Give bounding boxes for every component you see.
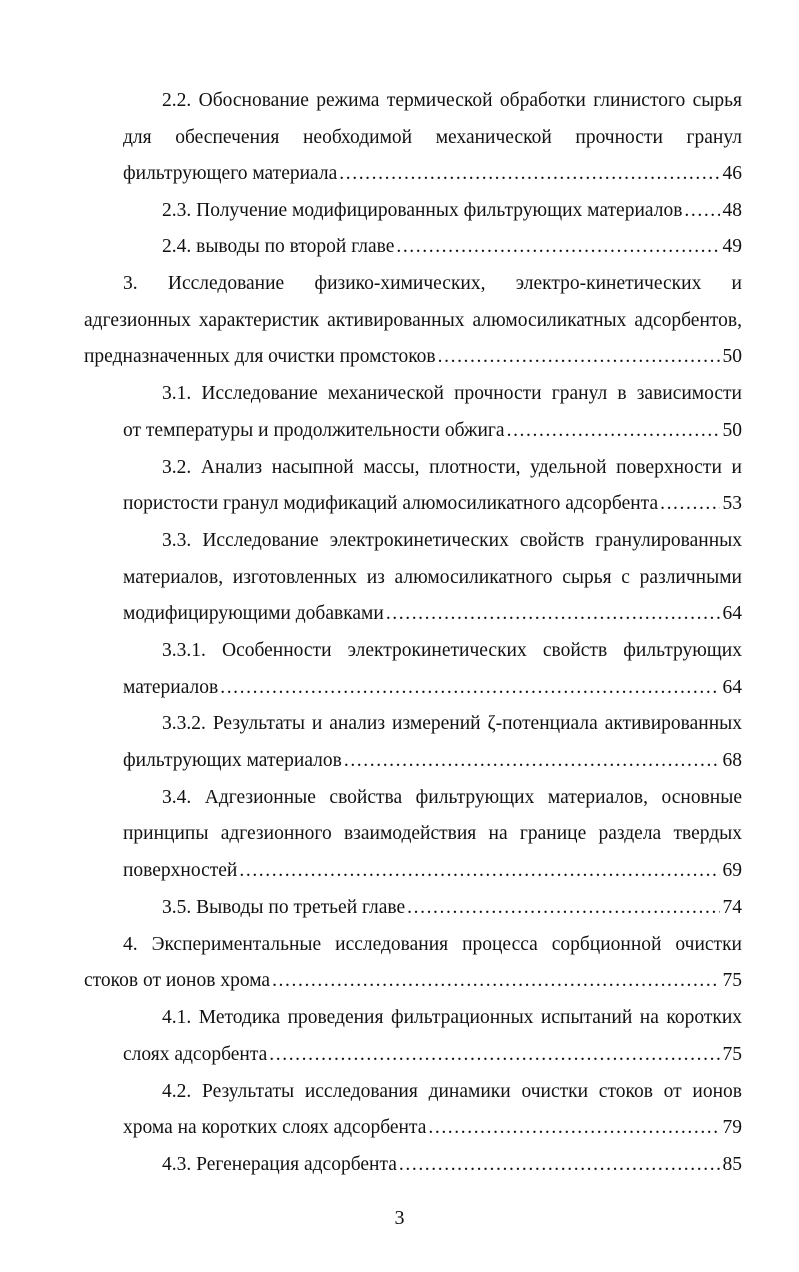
toc-entry-2-3[interactable]	[162, 199, 742, 223]
toc-entry-2-2-line-3[interactable]	[123, 162, 742, 186]
toc-page-number: 64	[722, 677, 742, 698]
toc-entry-3-3-line-3[interactable]	[123, 602, 742, 626]
toc-page-number: 50	[722, 346, 742, 367]
toc-page-number: 75	[722, 1044, 742, 1065]
toc-entry-text: пористости гранул модификаций алюмосиликатного адсорбента	[123, 493, 659, 514]
dot-leader	[684, 199, 719, 223]
toc-page-number: 74	[722, 897, 742, 918]
dot-leader	[239, 859, 719, 883]
toc-entry-text: фильтрующих материалов	[123, 750, 342, 771]
toc-page-number: 64	[722, 603, 742, 624]
dot-leader	[344, 749, 720, 773]
toc-page-number: 48	[722, 200, 742, 221]
toc-page-number: 85	[722, 1154, 742, 1175]
toc-entry-4-2-line-1: 4.2. Результаты исследования динамики очистки стоков от ионов	[162, 1081, 742, 1102]
toc-entry-3-3-line-1: 3.3. Исследование электрокинетических свойств гранулированных	[162, 530, 742, 551]
dot-leader	[396, 235, 719, 259]
toc-entry-text: поверхностей	[123, 860, 238, 881]
toc-entry-2-2-line-1: 2.2. Обоснование режима термической обработки глинистого сырья	[162, 90, 742, 111]
toc-entry-4-1-line-1: 4.1. Методика проведения фильтрационных испытаний на коротких	[162, 1007, 742, 1028]
toc-entry-3-4-line-3[interactable]	[123, 859, 742, 883]
toc-entry-text: от температуры и продолжительности обжига	[123, 420, 505, 441]
toc-entry-3-1-line-1: 3.1. Исследование механической прочности гранул в зависимости	[162, 383, 742, 404]
toc-entry-3-3-1-line-1: 3.3.1. Особенности электрокинетических свойств фильтрующих	[162, 640, 742, 661]
toc-page-number: 69	[722, 860, 742, 881]
toc-page-number: 49	[722, 236, 742, 257]
toc-entry-text: 2.3. Получение модифицированных фильтрующих материалов	[162, 200, 683, 221]
toc-page-number: 53	[722, 493, 742, 514]
toc-entry-2-4[interactable]	[162, 235, 742, 259]
dot-leader	[220, 676, 719, 700]
toc-entry-text: 3.5. Выводы по третьей главе	[162, 897, 406, 918]
dot-leader	[386, 602, 720, 626]
toc-entry-3-5[interactable]	[162, 896, 742, 920]
toc-entry-3-2-line-1: 3.2. Анализ насыпной массы, плотности, удельной поверхности и	[162, 457, 742, 478]
dot-leader	[428, 1116, 719, 1140]
dot-leader	[399, 1153, 720, 1177]
toc-entry-text: 4.3. Регенерация адсорбента	[162, 1154, 397, 1175]
toc-entry-text: материалов	[123, 677, 219, 698]
toc-entry-3-1-line-2[interactable]	[123, 419, 742, 443]
toc-entry-3-3-2-line-2[interactable]	[123, 749, 742, 773]
dot-leader	[507, 419, 720, 443]
toc-entry-text: предназначенных для очистки промстоков	[84, 346, 436, 367]
dot-leader	[438, 345, 720, 369]
toc-page-number: 46	[722, 163, 742, 184]
toc-entry-4-3[interactable]	[162, 1153, 742, 1177]
toc-page-number: 50	[722, 420, 742, 441]
page-number: 3	[394, 1207, 405, 1229]
toc-entry-3-line-1: 3. Исследование физико-химических, электро-кинетических и	[123, 273, 742, 294]
toc-entry-4-1-line-2[interactable]	[123, 1043, 742, 1067]
toc-entry-4-line-1: 4. Экспериментальные исследования процесса сорбционной очистки	[123, 934, 742, 955]
toc-entry-3-4-line-2: принципы адгезионного взаимодействия на границе раздела твердых	[123, 823, 742, 844]
dot-leader	[272, 969, 719, 993]
toc-entry-text: фильтрующего материала	[123, 163, 338, 184]
toc-entry-text: 2.4. выводы по второй главе	[162, 236, 395, 257]
dot-leader	[660, 492, 719, 516]
toc-entry-text: стоков от ионов хрома	[84, 970, 271, 991]
toc-page-number: 68	[722, 750, 742, 771]
toc-page-number: 75	[722, 970, 742, 991]
toc-entry-text: хрома на коротких слоях адсорбента	[123, 1117, 427, 1138]
toc-entry-3-3-2-line-1: 3.3.2. Результаты и анализ измерений ζ-потенциала активированных	[162, 713, 742, 734]
dot-leader	[339, 162, 719, 186]
dot-leader	[407, 896, 719, 920]
toc-entry-3-3-line-2: материалов, изготовленных из алюмосиликатного сырья с различными	[123, 567, 742, 588]
toc-entry-3-3-1-line-2[interactable]	[123, 676, 742, 700]
toc-entry-text: слоях адсорбента	[123, 1044, 268, 1065]
toc-page-number: 79	[722, 1117, 742, 1138]
toc-entry-4-line-2[interactable]	[84, 969, 742, 993]
toc-entry-4-2-line-2[interactable]	[123, 1116, 742, 1140]
dot-leader	[269, 1043, 719, 1067]
toc-entry-3-2-line-2[interactable]	[123, 492, 742, 516]
toc-entry-2-2-line-2: для обеспечения необходимой механической прочности гранул	[123, 127, 742, 148]
toc-entry-3-line-2: адгезионных характеристик активированных алюмосиликатных адсорбентов,	[84, 310, 742, 331]
toc-entry-3-4-line-1: 3.4. Адгезионные свойства фильтрующих материалов, основные	[162, 787, 742, 808]
toc-entry-3-line-3[interactable]	[84, 345, 742, 369]
toc-entry-text: модифицирующими добавками	[123, 603, 384, 624]
